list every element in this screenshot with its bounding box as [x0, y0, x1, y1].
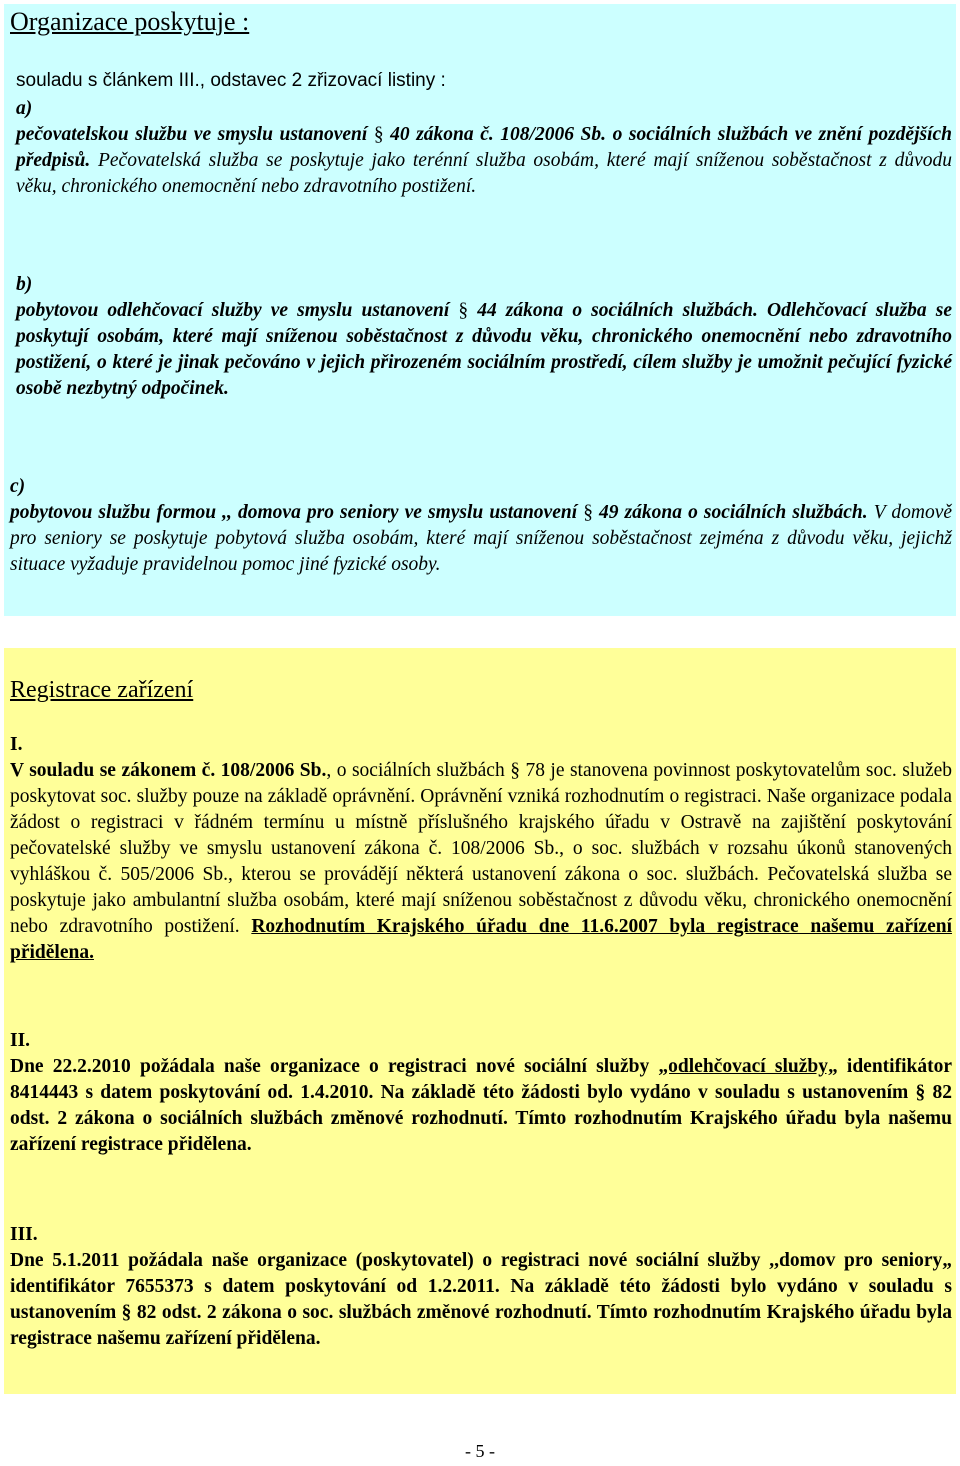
- paragraph-sign: §: [583, 502, 593, 523]
- service-b: [16, 272, 952, 402]
- paragraph-sign: §: [121, 1302, 132, 1323]
- registration-I: [10, 732, 952, 966]
- service-a-label: a): [16, 98, 33, 119]
- registration-III-label: III.: [10, 1224, 38, 1245]
- registration-III-text-2: 82 odst. 2 zákona o soc. službách změnové rozhodnutí. Tímto rozhodnutím Krajského úřadu byla registrace našemu zařízení přidělena.: [10, 1302, 952, 1349]
- registration-I-text-3: 78 je stanovena povinnost poskytovatelům soc. služeb poskytovat soc. služby pouze na základě oprávnění. Oprávnění vzniká rozhodnutím o registraci. Naše organizace podala žádost o registraci v řádném termínu u místně příslušného krajského úřadu v Ostravě na zajištění poskytování pečovatelské služby ve smyslu ustanovení zákona č. 108/2006 Sb.: [10, 760, 953, 859]
- registration-I-text-1: V souladu se zákonem č. 108/2006 Sb.: [10, 760, 327, 781]
- paragraph-sign: §: [915, 1082, 926, 1103]
- registration-II-text-3: 82 odst. 2 zákona o sociálních službách změnové rozhodnutí. Tímto rozhodnutím Krajského úřadu byla našemu zařízení registrace přidělena.: [10, 1082, 953, 1155]
- registration-III-text-1: Dne 5.1.2011 požádala naše organizace (poskytovatel) o registraci nové sociální služby ,,domov pro seniory„ identifikátor 7655373 s datem poskytování od 1.2.2011. Na základě této žádosti bylo vydáno v souladu s ustanovením: [10, 1250, 952, 1323]
- services-heading: Organizace poskytuje :: [10, 7, 250, 36]
- services-intro: [16, 68, 950, 94]
- service-c-text-1: pobytovou službu formou ,, domova pro seniory ve smyslu ustanovení: [10, 502, 578, 523]
- registration-II-service-name: „odlehčovací služby„: [658, 1056, 838, 1077]
- service-c-text-2: 49 zákona o sociálních službách.: [599, 502, 868, 523]
- service-c-label: c): [10, 476, 26, 497]
- service-b-text-3: Odlehčovací služba se poskytují osobám, které mají sníženou soběstačnost z důvodu věku, chronického onemocnění nebo zdravotního postižení, o které je jinak pečováno v jejich přirozeném sociálním prostředí, cílem služby je umožnit pečující fyzické osobě nezbytný odpočinek.: [16, 300, 952, 399]
- service-a-text-3: Pečovatelská služba se poskytuje jako terénní služba osobám, které mají sníženou soběstačnost z důvodu věku, chronického onemocnění nebo zdravotního postižení.: [16, 150, 952, 197]
- registration-I-decision: Rozhodnutím Krajského úřadu dne 11.6.2007 byla registrace našemu zařízení přidělena.: [10, 916, 953, 963]
- service-a-text-1: pečovatelskou službu ve smyslu ustanovení: [16, 124, 368, 145]
- registration-I-label: I.: [10, 734, 23, 755]
- registration-II-label: II.: [10, 1030, 31, 1051]
- registration-I-text-4: , o soc. službách v rozsahu úkonů stanovených vyhláškou č. 505/2006 Sb.: [10, 838, 952, 885]
- service-c: [10, 474, 952, 578]
- service-a-text-2: 40 zákona č. 108/2006 Sb. o sociálních službách ve znění pozdějších předpisů.: [16, 124, 952, 171]
- registration-heading: Registrace zařízení: [10, 677, 194, 703]
- service-c-text-3: V domově pro seniory se poskytuje pobytová služba osobám, které mají sníženou soběstačnost zejména z důvodu věku, jejichž situace vyžaduje pravidelnou pomoc jiné fyzické osoby.: [10, 502, 953, 575]
- registration-II: [10, 1028, 952, 1158]
- registration-I-text-2: , o sociálních službách: [326, 760, 505, 781]
- page-number: - 5 -: [465, 1441, 495, 1461]
- service-b-label: b): [16, 274, 33, 295]
- intro-text: souladu s článkem III., odstavec 2 zřizovací listiny :: [16, 70, 446, 91]
- service-b-text-1: pobytovou odlehčovací služby ve smyslu ustanovení: [16, 300, 450, 321]
- service-a: [16, 96, 952, 200]
- paragraph-sign: §: [458, 300, 469, 321]
- paragraph-sign: §: [510, 760, 520, 781]
- service-b-text-2: 44 zákona o sociálních službách.: [477, 300, 758, 321]
- registration-II-text-2: identifikátor 8414443 s datem poskytování od. 1.4.2010. Na základě této žádosti bylo vydáno v souladu s ustanovením: [10, 1056, 953, 1103]
- registration-III: [10, 1222, 952, 1352]
- registration-II-text-1: Dne 22.2.2010 požádala naše organizace o registraci nové sociální služby: [10, 1056, 650, 1077]
- registration-I-text-5: , kterou se provádějí některá ustanovení zákona o soc. službách. Pečovatelská služba se poskytuje jako ambulantní služba osobám, které mají sníženou soběstačnost z důvodu věku, chronického onemocnění nebo zdravotního postižení.: [10, 864, 952, 937]
- paragraph-sign: §: [373, 124, 384, 145]
